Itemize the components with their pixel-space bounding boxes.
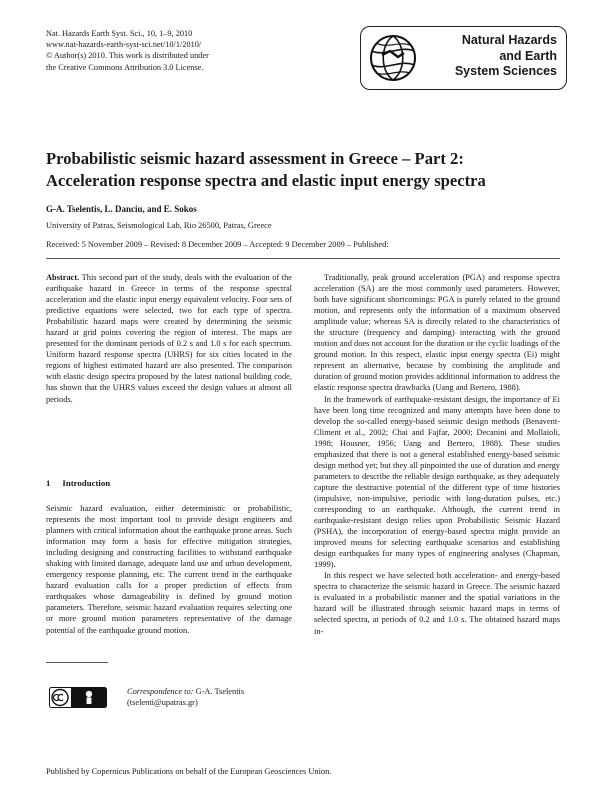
journal-badge bbox=[360, 26, 567, 90]
article-title bbox=[46, 148, 566, 192]
journal-name-line3: System Sciences bbox=[454, 64, 557, 78]
right-paragraph-3: In this respect we have selected both acceleration- and energy-based spectra to characterize the seismic hazard in Greece. The seismic hazard is evaluated in a probabilistic manner and the spatial variations in the hazard will be illustrated through seismic hazard maps in terms of selected spectra, at periods of 0.2 and 1.0 s. The obtained hazard maps in- bbox=[314, 571, 560, 636]
citation-line: Nat. Hazards Earth Syst. Sci., 10, 1–9, 2010 bbox=[46, 29, 193, 38]
received-dates: Received: 5 November 2009 – Revised: 8 December 2009 – Accepted: 9 December 2009 – Published: bbox=[46, 240, 389, 249]
abstract-heading: Abstract. bbox=[46, 273, 80, 282]
authors: G-A. Tselentis, L. Danciu, and E. Sokos bbox=[46, 204, 197, 214]
title-line2: Acceleration response spectra and elastic input energy spectra bbox=[46, 171, 486, 190]
footnote-divider bbox=[46, 662, 108, 663]
correspondence-name: G-A. Tselentis bbox=[195, 687, 245, 696]
introduction-text bbox=[46, 503, 292, 636]
right-paragraph-1: Traditionally, peak ground acceleration (PGA) and response spectra acceleration (SA) are the most commonly used parameters. However, both have significant shortcomings: PGA is purely related to the ground motion, and represents only the information of a maximum observed amplitude value; whereas SA is directly related to the characteristics of the structure (frequency and damping) interacting with the ground motion and does not account for the duration or the cyclic loadings of the ground motion. In this respect, elastic input energy spectra (Ei) might represent an alternative, because by combining the amplitude and duration of ground motion provides additional information to address the elastic response spectra drawbacks (Uang and Bertero, 1988). bbox=[314, 273, 560, 393]
introduction-paragraph: Seismic hazard evaluation, either deterministic or probabilistic, represents the most important tool to provide design engineers and planners with critical information about the earthquake prone areas. Such information may form a basis for effective mitigation strategies, including designing and constructing facilities to withstand earthquake shaking with limited damage, adequate land use and urban development, emergency response planning, etc. The current trend in the earthquake hazard evaluation calls for a proper prediction of effects from earthquakes whose damageability is defined by ground motion parameters. Therefore, seismic hazard evaluation requires selecting one or more ground motion parameters representative of the damage potential of the earthquake ground motion. bbox=[46, 504, 292, 635]
correspondence bbox=[127, 686, 244, 708]
section-number: 1 bbox=[46, 478, 51, 488]
creative-commons-by-icon bbox=[49, 687, 107, 708]
abstract-text: This second part of the study, deals with the evaluation of the earthquake hazard in Greece in terms of the response spectral acceleration and the elastic input energy equivalent velocity. Four sets of predictive equations were selected, two for each type of spectra. Probabilistic hazard maps were created by determining the seismic hazard at grid points covering the region of interest. The maps are presented for the dominant periods of 0.2 s and 1.0 s for each spectrum. Uniform hazard response spectra (UHRS) for six cities located in the regions of highest estimated hazard are also presented. The comparison with elastic design spectra proposed by the latest national building code, has shown that the UHRS values exceed the design values at almost all periods. bbox=[46, 273, 292, 404]
article-url-link[interactable]: www.nat-hazards-earth-syst-sci.net/10/1/2010/ bbox=[46, 40, 202, 50]
correspondence-email-link[interactable]: (tselenti@upatras.gr) bbox=[127, 698, 198, 708]
section-title: Introduction bbox=[62, 478, 111, 488]
egu-globe-icon bbox=[368, 33, 418, 83]
citation-block bbox=[46, 28, 296, 73]
affiliation: University of Patras, Seismological Lab, Rio 26500, Patras, Greece bbox=[46, 221, 272, 230]
header-divider bbox=[46, 258, 560, 259]
journal-name-line1: Natural Hazards bbox=[461, 33, 557, 47]
correspondence-label: Correspondence to: bbox=[127, 687, 194, 696]
title-line1: Probabilistic seismic hazard assessment in Greece – Part 2: bbox=[46, 149, 464, 168]
section-heading-introduction bbox=[46, 478, 122, 488]
right-column bbox=[314, 272, 560, 637]
journal-name-line2: and Earth bbox=[499, 48, 557, 63]
right-paragraph-2: In the framework of earthquake-resistant design, the importance of Ei have been long time recognized and many attempts have been done to develop the so-called energy-based seismic design methods (Benavent-Climent et al., 2002; Chai and Fajfar, 2000; Decanini and Mollaioli, 1998; Housner, 1956; Uang and Bertero, 1988). These studies emphasized that there is not a general established energy-based seismic design method yet; but they all pinpointed the use of duration and energy parameters to describe the reliable design earthquake, as they adequately capture the destructive potential of the different type of time histories (impulsive, non-impulsive, periodic with long-duration pulses, etc.) corresponding to an earthquake. Although, the current trend in earthquake-resistant design relies upon Probabilistic Seismic Hazard (PSHA), the incorporation of energy-based spectra might provide an improved means for selecting earthquake scenarios and establishing design earthquakes for many types of engineering analyses (Chapman, 1999). bbox=[314, 394, 560, 570]
license-line: the Creative Commons Attribution 3.0 License. bbox=[46, 62, 204, 72]
copyright-line: © Author(s) 2010. This work is distributed under bbox=[46, 51, 209, 61]
abstract bbox=[46, 272, 292, 405]
journal-name bbox=[455, 33, 557, 80]
publisher-footer: Published by Copernicus Publications on behalf of the European Geosciences Union. bbox=[46, 767, 332, 776]
